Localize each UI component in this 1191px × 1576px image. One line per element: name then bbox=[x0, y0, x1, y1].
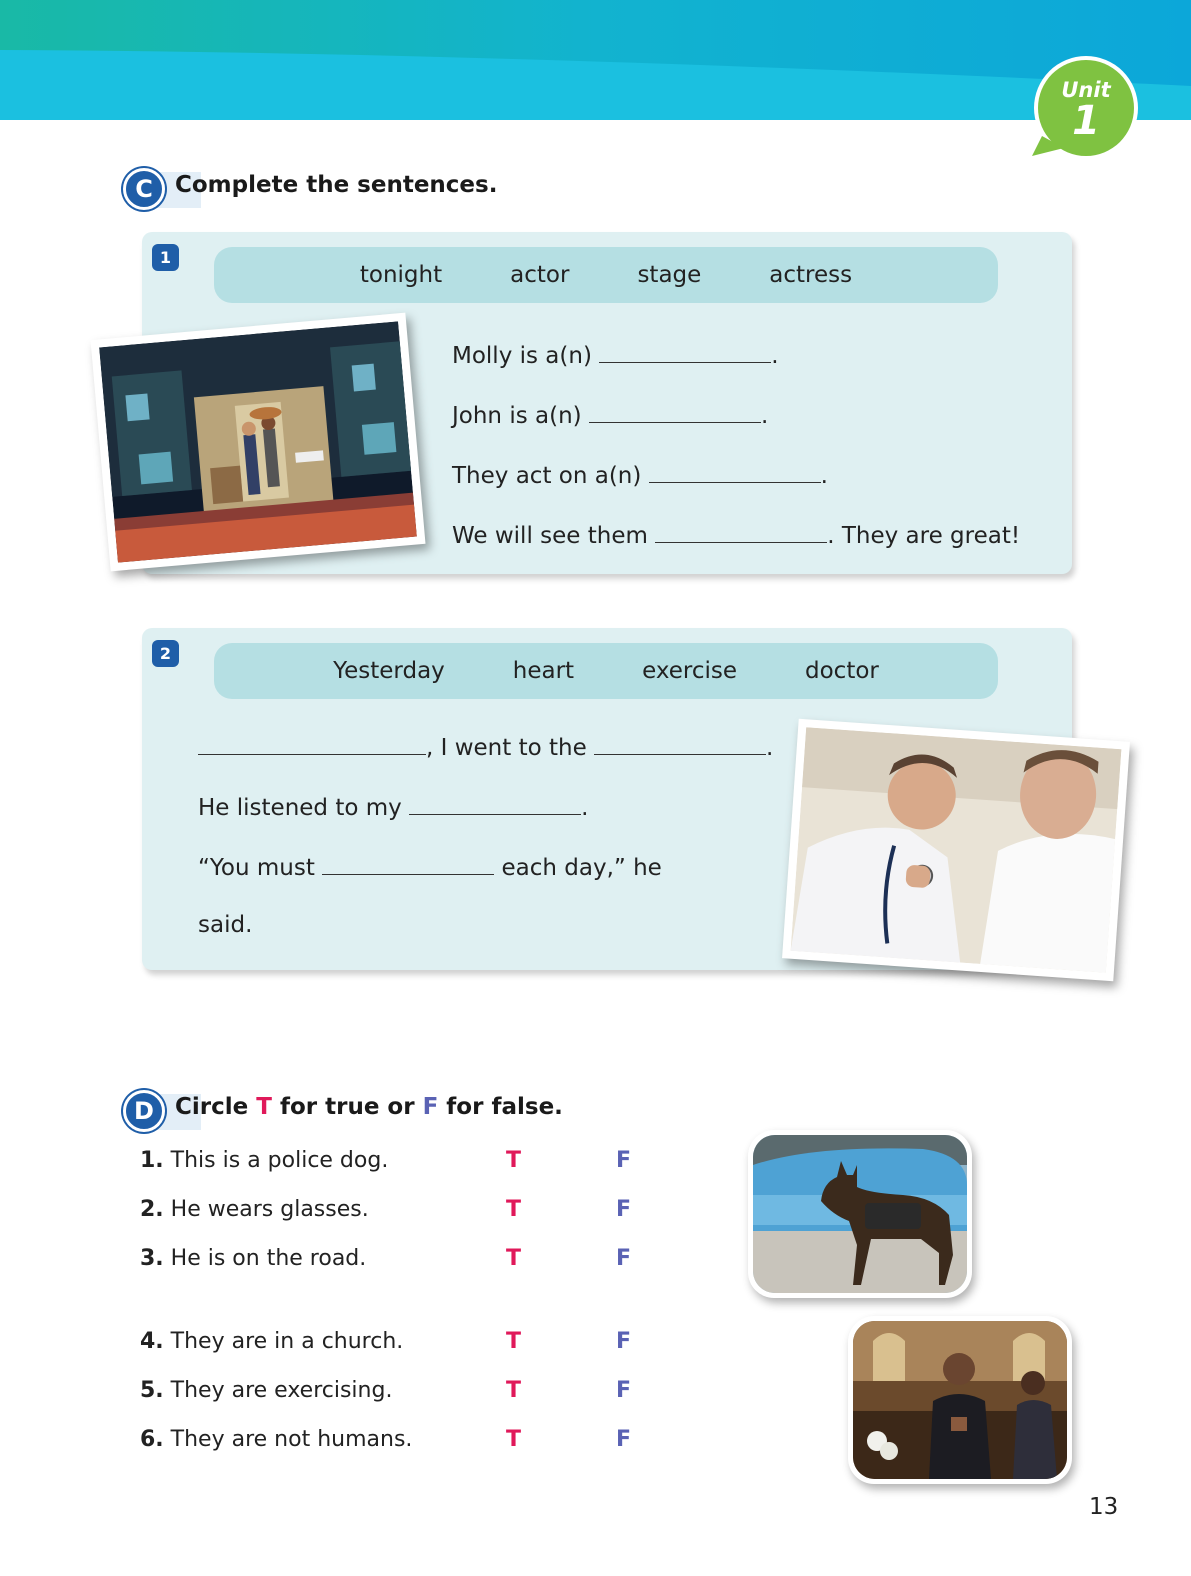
sentence-4 bbox=[452, 520, 1020, 549]
answer-blank[interactable] bbox=[594, 732, 766, 755]
item-text: They are not humans. bbox=[170, 1427, 413, 1452]
false-option[interactable]: F bbox=[616, 1148, 632, 1173]
title-false-letter: F bbox=[422, 1094, 439, 1120]
false-option[interactable]: F bbox=[616, 1378, 632, 1403]
sentence-text: He listened to my bbox=[198, 795, 402, 821]
sentence-2 bbox=[452, 400, 768, 429]
word-bank-item: exercise bbox=[642, 658, 737, 684]
sentence-5 bbox=[198, 732, 773, 761]
word-bank-item: heart bbox=[512, 658, 575, 684]
item-number: 6. bbox=[140, 1427, 164, 1452]
sentence-text: , I went to the bbox=[426, 735, 587, 761]
false-option[interactable]: F bbox=[616, 1427, 632, 1452]
theater-stage-photo bbox=[90, 313, 425, 572]
doctor-stethoscope-icon bbox=[791, 727, 1122, 972]
answer-blank[interactable] bbox=[198, 732, 426, 755]
false-option[interactable]: F bbox=[616, 1197, 632, 1222]
section-letter-c: C bbox=[123, 168, 165, 210]
sentence-7 bbox=[198, 852, 662, 881]
unit-number: 1 bbox=[1072, 98, 1100, 144]
title-true-letter: T bbox=[256, 1094, 272, 1120]
church-people-icon bbox=[853, 1321, 1067, 1479]
word-bank-1 bbox=[214, 247, 998, 303]
false-option[interactable]: F bbox=[616, 1246, 632, 1271]
title-part: Circle bbox=[175, 1094, 257, 1120]
tf-item-6 bbox=[140, 1427, 412, 1452]
unit-label: Unit bbox=[1061, 78, 1111, 102]
sentence-end: . They are great! bbox=[827, 523, 1021, 549]
word-bank-item: stage bbox=[637, 262, 702, 288]
exercise-number-1: 1 bbox=[152, 244, 179, 271]
sentence-end: . bbox=[760, 403, 769, 429]
section-c-title: Complete the sentences. bbox=[175, 172, 498, 198]
item-number: 5. bbox=[140, 1378, 164, 1403]
section-letter-d: D bbox=[123, 1090, 165, 1132]
true-option[interactable]: T bbox=[506, 1246, 522, 1271]
section-d-title bbox=[175, 1094, 563, 1120]
header-band bbox=[0, 0, 1191, 120]
sentence-8 bbox=[198, 912, 252, 938]
title-part: for false. bbox=[438, 1094, 563, 1120]
item-number: 2. bbox=[140, 1197, 164, 1222]
item-text: He wears glasses. bbox=[170, 1197, 369, 1222]
word-bank-item: actress bbox=[769, 262, 853, 288]
true-option[interactable]: T bbox=[506, 1378, 522, 1403]
word-bank-item: tonight bbox=[359, 262, 443, 288]
theater-stage-icon bbox=[99, 321, 417, 562]
sentence-6 bbox=[198, 792, 588, 821]
word-bank-2 bbox=[214, 643, 998, 699]
word-bank-item: Yesterday bbox=[333, 658, 445, 684]
true-option[interactable]: T bbox=[506, 1329, 522, 1354]
item-number: 3. bbox=[140, 1246, 164, 1271]
tf-item-2 bbox=[140, 1197, 369, 1222]
sentence-text: We will see them bbox=[452, 523, 648, 549]
sentence-text: Molly is a(n) bbox=[452, 343, 592, 369]
answer-blank[interactable] bbox=[322, 852, 494, 875]
answer-blank[interactable] bbox=[599, 340, 771, 363]
sentence-end: . bbox=[766, 735, 774, 761]
sentence-text: said. bbox=[198, 912, 253, 938]
sentence-1 bbox=[452, 340, 779, 369]
item-text: They are in a church. bbox=[170, 1329, 404, 1354]
word-bank-item: actor bbox=[510, 262, 570, 288]
sentence-end: . bbox=[581, 795, 589, 821]
unit-badge bbox=[1028, 52, 1144, 172]
false-option[interactable]: F bbox=[616, 1329, 632, 1354]
item-text: He is on the road. bbox=[170, 1246, 367, 1271]
tf-item-3 bbox=[140, 1246, 366, 1271]
church-people-photo bbox=[848, 1316, 1072, 1484]
police-dog-photo bbox=[748, 1130, 972, 1298]
police-dog-icon bbox=[753, 1135, 967, 1293]
item-text: They are exercising. bbox=[170, 1378, 393, 1403]
doctor-stethoscope-photo bbox=[782, 719, 1130, 982]
sentence-end: . bbox=[771, 343, 779, 369]
true-option[interactable]: T bbox=[506, 1148, 522, 1173]
sentence-text: “You must bbox=[198, 855, 315, 881]
answer-blank[interactable] bbox=[409, 792, 581, 815]
sentence-text: They act on a(n) bbox=[452, 463, 642, 489]
title-part: for true or bbox=[271, 1094, 423, 1120]
tf-item-1 bbox=[140, 1148, 388, 1173]
sentence-text: each day,” he bbox=[501, 855, 662, 881]
tf-item-4 bbox=[140, 1329, 403, 1354]
true-option[interactable]: T bbox=[506, 1197, 522, 1222]
answer-blank[interactable] bbox=[649, 460, 821, 483]
item-number: 4. bbox=[140, 1329, 164, 1354]
exercise-number-2: 2 bbox=[152, 640, 179, 667]
sentence-end: . bbox=[820, 463, 828, 489]
word-bank-item: doctor bbox=[805, 658, 879, 684]
answer-blank[interactable] bbox=[655, 520, 827, 543]
item-text: This is a police dog. bbox=[170, 1148, 389, 1173]
sentence-3 bbox=[452, 460, 828, 489]
true-option[interactable]: T bbox=[506, 1427, 522, 1452]
sentence-text: John is a(n) bbox=[452, 403, 582, 429]
answer-blank[interactable] bbox=[589, 400, 761, 423]
tf-item-5 bbox=[140, 1378, 392, 1403]
page-number: 13 bbox=[1089, 1494, 1119, 1520]
item-number: 1. bbox=[140, 1148, 164, 1173]
